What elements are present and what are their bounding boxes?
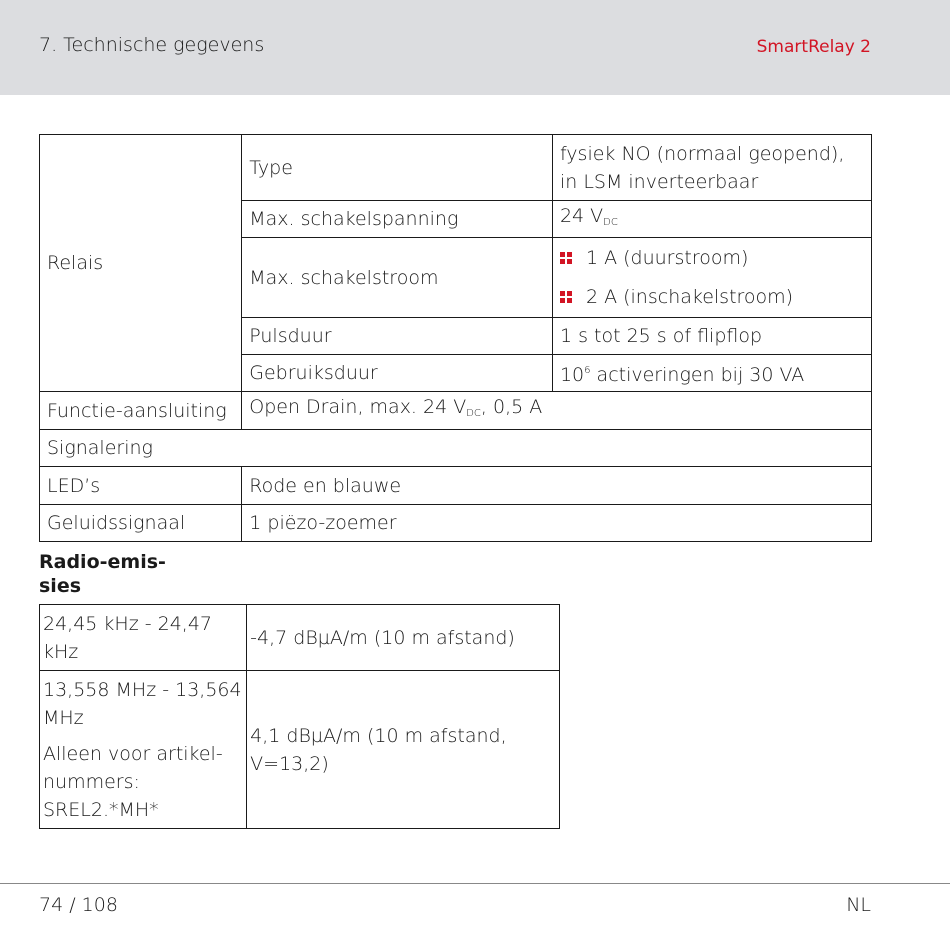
- row2-frequency: 13,558 MHz - 13,564 MHz Alleen voor artikel- nummers: SREL2.*MH*: [40, 671, 247, 829]
- radio-emissions-title: Radio-emis- sies: [39, 551, 166, 597]
- current-label: Max. schakelstroom: [242, 238, 553, 318]
- type-value-line-2: in LSM inverteerbaar: [559, 170, 759, 193]
- life-label: Gebruiksduur: [242, 355, 553, 392]
- section-title: 7. Technische gegevens: [39, 34, 265, 56]
- footer-divider: [0, 883, 950, 884]
- product-brand: SmartRelay 2: [756, 37, 871, 57]
- type-value-line-1: fysiek NO (normaal geopend),: [559, 142, 845, 165]
- type-label: Type: [242, 135, 553, 201]
- current-values: [552, 238, 871, 318]
- relay-group-cell: Relais: [40, 135, 242, 392]
- sound-value: 1 piëzo-zoemer: [242, 505, 872, 542]
- row1-frequency: 24,45 kHz - 24,47 kHz: [40, 605, 247, 671]
- bullet-icon: [560, 252, 572, 264]
- pulse-label: Pulsduur: [242, 318, 553, 355]
- type-value: [552, 135, 871, 201]
- page-header: [0, 0, 950, 95]
- led-value: Rode en blauwe: [242, 467, 872, 505]
- current-item: 2 A (inschakelstroom): [560, 278, 864, 317]
- radio-emissions-table: [39, 604, 560, 829]
- bullet-icon: [560, 291, 572, 303]
- row2-value: 4,1 dBµA/m (10 m afstand, V=13,2): [247, 671, 560, 829]
- relay-specs-table: [39, 134, 872, 542]
- led-label: LED’s: [40, 467, 242, 505]
- language-code: NL: [846, 894, 871, 916]
- signal-heading: Signalering: [40, 430, 872, 467]
- voltage-label: Max. schakelspanning: [242, 201, 553, 238]
- voltage-value: 24 $V_{DC}$: [552, 201, 871, 238]
- row1-value: -4,7 dBµA/m (10 m afstand): [247, 605, 560, 671]
- function-value: Open Drain, max. 24 $V_{DC}$, 0,5 A: [242, 392, 872, 430]
- life-value: $10^6$ activeringen bij 30 VA: [552, 355, 871, 392]
- sound-label: Geluidssignaal: [40, 505, 242, 542]
- current-item: 1 A (duurstroom): [560, 239, 864, 278]
- pulse-value: 1 s tot 25 s of flipflop: [552, 318, 871, 355]
- page-number: 74 / 108: [39, 894, 118, 916]
- function-label: Functie-aansluiting: [40, 392, 242, 430]
